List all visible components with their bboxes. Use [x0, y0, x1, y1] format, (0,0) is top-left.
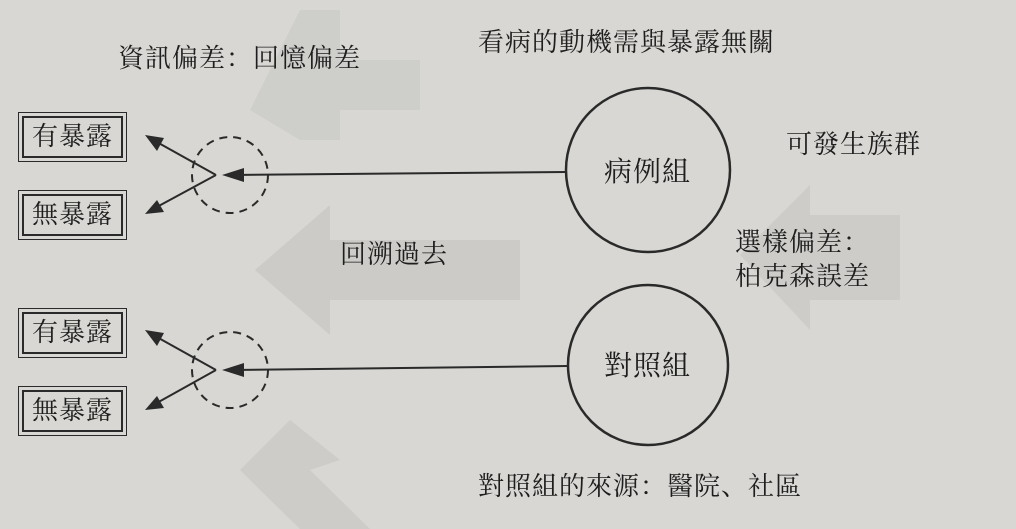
bottom-branch-up [155, 336, 216, 370]
bg-arrow-bottom [240, 420, 370, 529]
control-source-label: 對照組的來源：醫院、社區 [478, 472, 803, 502]
info-bias-label: 資訊偏差：回憶偏差 [118, 44, 362, 74]
case-retro-line [232, 172, 566, 175]
top-branch-up [155, 141, 216, 175]
control-retro-line [232, 366, 568, 370]
case-retro-arrowhead [222, 168, 244, 182]
top-branch-down [155, 175, 216, 208]
bottom-branch-down-head [145, 396, 164, 410]
case-group-label: 病例組 [604, 155, 692, 188]
bg-arrow-middle [255, 205, 520, 335]
control-group-label: 對照組 [604, 349, 692, 382]
bottom-unexposed-box: 無暴露 [22, 390, 123, 432]
bg-arrow-top [250, 10, 420, 140]
bottom-branch-up-head [145, 330, 164, 346]
exposure-note-label: 看病的動機需與暴露無關 [478, 28, 776, 58]
top-exposed-box: 有暴露 [22, 116, 123, 158]
top-unexposed-box: 無暴露 [22, 194, 123, 236]
selection-bias-label: 選樣偏差： [735, 228, 871, 258]
cohort-label: 可發生族群 [786, 130, 922, 160]
top-branch-up-head [145, 135, 164, 151]
berkson-error-label: 柏克森誤差 [735, 262, 871, 292]
top-branch-down-head [145, 200, 164, 214]
retrospect-label: 回溯過去 [340, 240, 449, 270]
bottom-exposed-box: 有暴露 [22, 312, 123, 354]
control-retro-arrowhead [222, 363, 244, 377]
